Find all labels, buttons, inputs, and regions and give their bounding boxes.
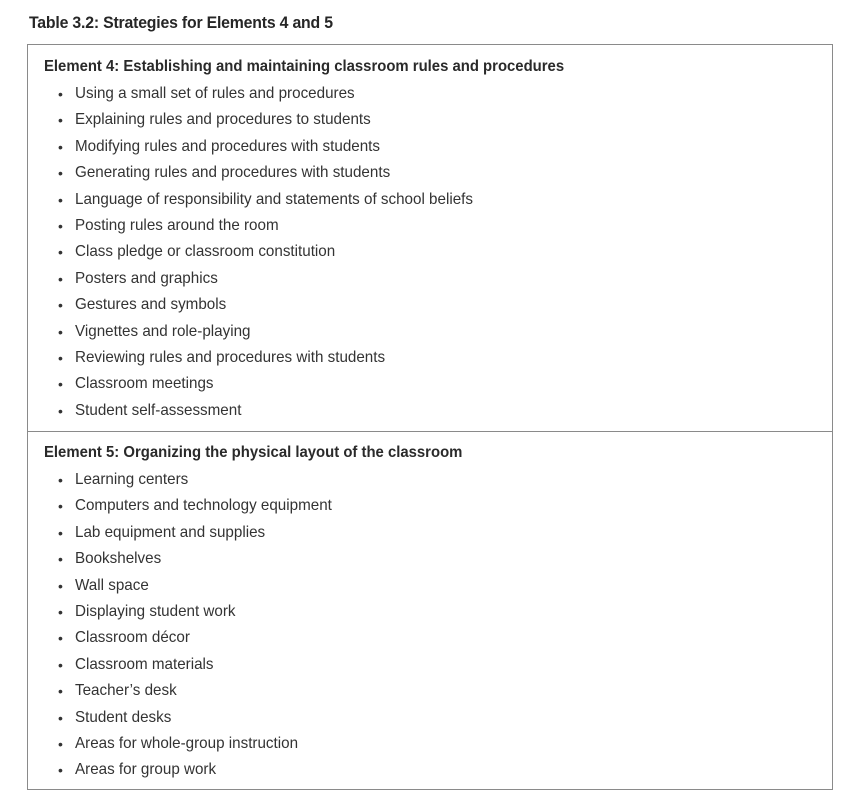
list-item: • Posters and graphics: [58, 268, 494, 294]
bullet-icon: •: [58, 603, 63, 620]
list-item: • Classroom materials: [58, 654, 345, 680]
table-title: Table 3.2: Strategies for Elements 4 and 5: [29, 13, 333, 32]
list-item: • Lab equipment and supplies: [58, 522, 345, 548]
list-item: • Modifying rules and procedures with students: [58, 136, 494, 162]
element-4-heading: Element 4: Establishing and maintaining classroom rules and procedures: [44, 58, 565, 75]
list-item: • Wall space: [58, 575, 345, 601]
element-5-heading: Element 5: Organizing the physical layout of the classroom: [44, 444, 463, 461]
bullet-icon: •: [58, 376, 63, 393]
bullet-icon: •: [58, 498, 63, 515]
list-item: • Classroom meetings: [58, 373, 494, 399]
bullet-icon: •: [58, 165, 63, 182]
strategies-table: [27, 44, 833, 790]
list-item: • Bookshelves: [58, 548, 345, 574]
list-item: • Teacher’s desk: [58, 680, 345, 706]
list-item: • Student desks: [58, 707, 345, 733]
bullet-icon: •: [58, 709, 63, 726]
bullet-icon: •: [58, 323, 63, 340]
list-item: • Learning centers: [58, 469, 345, 495]
element-4-list: [58, 83, 494, 426]
bullet-icon: •: [58, 683, 63, 700]
bullet-icon: •: [58, 472, 63, 488]
bullet-icon: •: [58, 112, 63, 129]
bullet-icon: •: [58, 630, 63, 647]
bullet-icon: •: [58, 577, 63, 594]
bullet-icon: •: [58, 217, 63, 234]
bullet-icon: •: [58, 656, 63, 673]
element-5-list: [58, 469, 345, 786]
list-item: • Classroom décor: [58, 627, 345, 653]
list-item: • Displaying student work: [58, 601, 345, 627]
list-item: • Explaining rules and procedures to students: [58, 109, 494, 135]
list-item: • Using a small set of rules and procedures: [58, 83, 494, 109]
bullet-icon: •: [58, 735, 63, 752]
bullet-icon: •: [58, 524, 63, 541]
bullet-icon: •: [58, 762, 63, 779]
list-item: • Vignettes and role-playing: [58, 321, 494, 347]
list-item: • Reviewing rules and procedures with students: [58, 347, 494, 373]
list-item: • Class pledge or classroom constitution: [58, 241, 494, 267]
bullet-icon: •: [58, 297, 63, 314]
list-item: • Language of responsibility and statements of school beliefs: [58, 189, 494, 215]
bullet-icon: •: [58, 551, 63, 568]
element-5-section: [28, 432, 832, 790]
list-item: • Computers and technology equipment: [58, 495, 345, 521]
bullet-icon: •: [58, 191, 63, 208]
list-item: • Generating rules and procedures with students: [58, 162, 494, 188]
bullet-icon: •: [58, 86, 63, 102]
list-item: • Areas for group work: [58, 759, 345, 785]
bullet-icon: •: [58, 270, 63, 287]
list-item: • Student self-assessment: [58, 400, 494, 426]
list-item: • Gestures and symbols: [58, 294, 494, 320]
bullet-icon: •: [58, 244, 63, 261]
bullet-icon: •: [58, 138, 63, 155]
list-item: • Areas for whole-group instruction: [58, 733, 345, 759]
list-item: • Posting rules around the room: [58, 215, 494, 241]
bullet-icon: •: [58, 349, 63, 366]
element-4-section: [28, 45, 832, 432]
bullet-icon: •: [58, 402, 63, 419]
